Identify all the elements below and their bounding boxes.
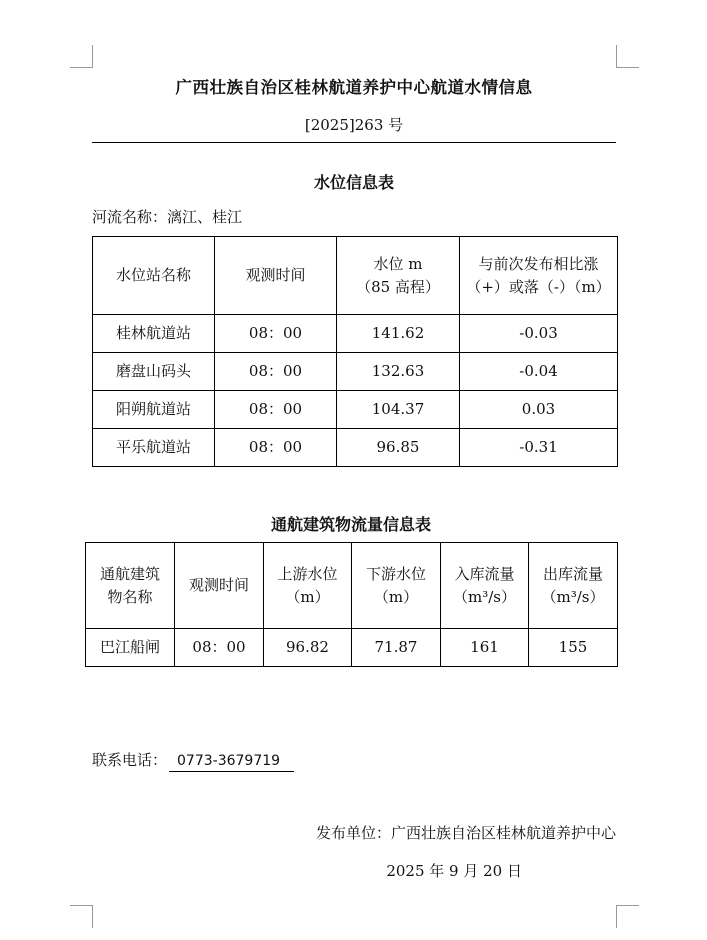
crop-mark-bottom-right [616,905,639,928]
station-name: 平乐航道站 [93,429,215,467]
header-upstream-line2: （m） [285,587,330,606]
header-level-line2: （85 高程） [356,277,440,296]
station-name: 阳朔航道站 [93,391,215,429]
observation-time: 08：00 [215,429,337,467]
header-level-line1: 水位 m [373,254,423,273]
header-change [460,237,618,315]
level-change-value: 0.03 [460,391,618,429]
header-time: 观测时间 [175,543,264,629]
level-change-value: -0.04 [460,353,618,391]
station-name: 磨盘山码头 [93,353,215,391]
observation-time: 08：00 [215,315,337,353]
crop-mark-top-left [70,45,93,68]
issue-date: 2025 年 9 月 20 日 [386,862,522,880]
water-level-value: 96.85 [337,429,460,467]
station-name: 桂林航道站 [93,315,215,353]
phone-number: 0773-3679719 [169,752,294,772]
water-level-value: 104.37 [337,391,460,429]
header-downstream-line1: 下游水位 [365,564,426,583]
outflow-value: 155 [529,629,618,667]
header-upstream [264,543,352,629]
observation-time: 08：00 [215,391,337,429]
header-outflow-line1: 出库流量 [542,564,603,583]
table-row [93,315,618,353]
header-divider [92,142,616,143]
water-level-table [92,236,618,467]
observation-time: 08：00 [175,629,264,667]
header-level [337,237,460,315]
header-structure-name-line1: 通航建筑 [99,564,160,583]
issuer: 发布单位：广西壮族自治区桂林航道养护中心 [315,824,616,842]
observation-time: 08：00 [215,353,337,391]
table-row [86,629,618,667]
header-inflow [441,543,529,629]
table-row [93,391,618,429]
header-structure-name [86,543,175,629]
flow-table [85,542,618,667]
contact-label: 联系电话： [92,751,168,769]
header-downstream-line2: （m） [373,587,419,606]
water-level-table-title: 水位信息表 [313,173,394,192]
header-station: 水位站名称 [93,237,215,315]
document-number: [2025]263 号 [304,116,404,134]
contact-line [92,749,294,772]
document-title: 广西壮族自治区桂林航道养护中心航道水情信息 [175,78,533,97]
table-header-row [93,237,618,315]
inflow-value: 161 [441,629,529,667]
header-upstream-line1: 上游水位 [277,564,338,583]
header-change-line1: 与前次发布相比涨 [478,254,599,273]
river-name: 河流名称：漓江、桂江 [92,208,243,226]
header-structure-name-line2: 物名称 [107,587,153,606]
flow-table-title: 通航建筑物流量信息表 [270,515,431,534]
structure-name: 巴江船闸 [86,629,175,667]
header-downstream [352,543,441,629]
header-inflow-line2: （m³/s） [453,587,516,606]
level-change-value: -0.31 [460,429,618,467]
table-header-row [86,543,618,629]
header-change-line2: （+）或落（-）（m） [466,277,611,296]
crop-mark-top-right [616,45,639,68]
downstream-level-value: 71.87 [352,629,441,667]
header-inflow-line1: 入库流量 [454,564,515,583]
header-outflow-line2: （m³/s） [541,587,605,606]
header-time: 观测时间 [215,237,337,315]
water-level-value: 141.62 [337,315,460,353]
table-row [93,429,618,467]
water-level-value: 132.63 [337,353,460,391]
upstream-level-value: 96.82 [264,629,352,667]
table-row [93,353,618,391]
header-outflow [529,543,618,629]
level-change-value: -0.03 [460,315,618,353]
crop-mark-bottom-left [70,905,93,928]
